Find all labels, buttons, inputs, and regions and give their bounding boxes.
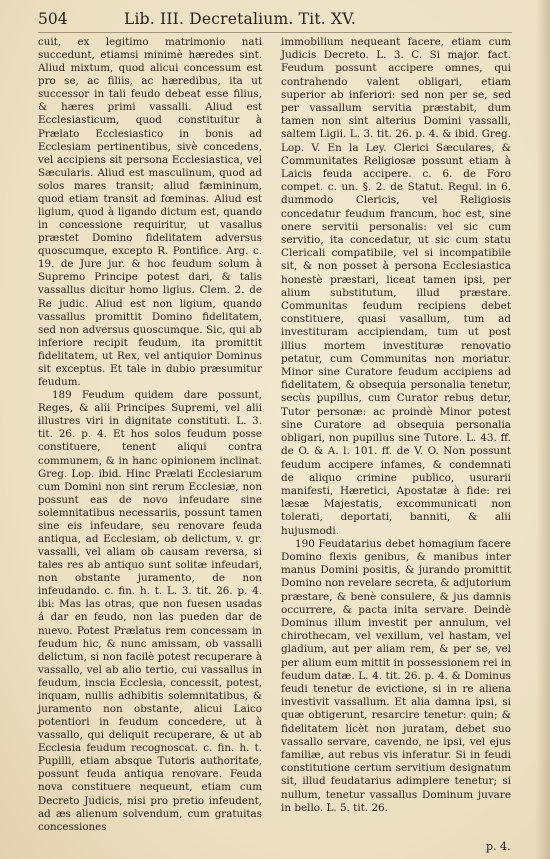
right-column — [281, 36, 511, 815]
page-header — [38, 8, 512, 30]
header-rule — [38, 32, 512, 33]
paragraph: 189 Feudum quidem dare possunt, Reges, & alii Principes Supremi, vel alii illustres viri in dignitate constituti. L. 3. tit. 26. p. 4. Et hos solos feudum posse constituere, tenent aliqui contra communem, & in hanc opinionem inclinat. Greg. Lop. ibid. Hinc Prælati Ecclesiarum cum Domini non sint rerum Ecclesiæ, non possunt eas de novo infeudare sine solemnitatibus necessariis, possunt tamen sine eis infeudare, seu renovare feuda antiqua, ad Ecclesiam, ob delictum, v. gr. vassalli, vel aliam ob causam reversa, si tales res ab antiquo sunt solitæ infeudari, non obstante juramento, de non infeudando. c. fin. h. t. L. 3. tit. 26. p. 4. ibi: Mas las otras, que non fuesen usadas á dar en feudo, non las pueden dar de nuevo. Potest Prælatus rem concessam in feudum hic, & nunc amissam, ob vassalli delictum, si non facilè potest recuperare à vassallo, vel ab alio tertio, cui vassallus in feudum, inscia Ecclesia, concessit, potest, inquam, nullis adhibitis solemnitatibus, & juramento non obstante, alicui Laico potentiori in feudum concedere, ut à vassallo, qui deliquit recuperare, & ut ab Ecclesia feudum recognoscat. c. fin. h. t. Pupilli, etiam absque Tutoris authoritate, possunt feuda antiqua renovare. Feuda nova constituere nequeunt, etiam cum Decreto Judicis, nisi pro pretio infeudent, ad æs alienum solvendum, cum gratuitas concessiones — [38, 389, 262, 833]
paragraph: immobilium nequeant facere, etiam cum Judicis Decreto. L. 3. C. Si major. fact. Feudum possunt accipere omnes, qui contrahendo valent obligari, etiam superior ab inferiori: sed non per se, sed per vassallum servitia præstabit, dum tamen non sint alterius Domini vassalli, saltem Ligii. L. 3. tit. 26. p. 4. & ibid. Greg. Lop. V. En la Ley. Clerici Sæculares, & Communitates Religiosæ possunt etiam à Laicis feuda accipere. c. 6. de Foro compet. c. un. §. 2. de Statut. Regul. in 6. dummodo Clericis, vel Religiosis concedatur feudum francum, hoc est, sine onere servitii personalis: vel sic cum servitio, ita concedatur, ut sic cum statu Clericali compatibile, vel si incompatibile sit, & non posset à persona Ecclesiastica honestè præstari, liceat tamen ipsi, per alium substitutum, illud præstare. Communitas feudum recipiens debet constituere, quasi vasallum, tum ad investituram accipiendam, tum ut post illius mortem investituræ renovatio petatur, cum Communitas non moriatur. Minor sine Curatore feudum accipiens ad fidelitatem, & obsequia personalia tenetur, secùs pupillus, cum Curator rebus detur, Tutor personæ: ac proindè Minor potest sine Curatore ad obsequia personalia obligari, non pupillus sine Tutore. L. 43. ff. de O. & A. l. 101. ff. de V. O. Non possunt feudum accipere infames, & condemnati de aliquo crimine publico, usurarii manifesti, Hæretici, Apostatæ à fide: rei læsæ Majestatis, excommunicati non tolerati, deportati, banniti, & alii hujusmodi. — [281, 36, 511, 537]
paragraph: 190 Feudatarius debet homagium facere Domino flexis genibus, & manibus inter manus Domini positis, & jurando promittit Domino non revelare secreta, & adjutorium præstare, & benè consulere, & jus damnis occurrere, & pacta inita servare. Deindè Dominus illum investit per annulum, vel chirothecam, vel vexillum, vel hastam, vel gladium, aut per aliam rem, & per se, vel per alium eum mittit in possessionem rei in feudum datæ. L. 4. tit. 26. p. 4. & Dominus feudi tenetur de evictione, si in re aliena investivit vassallum. Et alia damna ipsi, si quæ obtigerunt, resarcire tenetur: quin; & fidelitatem licèt non juratam, debet suo vassallo servare, cavendo, ne ipsi, vel ejus familiæ, aut rebus vis inferatur. Si in feudi constitutione certum servitium designatum sit, illud feudatarius adimplere tenetur; si nullum, tenetur vassallus Dominum juvare in bello. L. 5. tit. 26. — [281, 537, 511, 814]
paragraph: cuit, ex legitimo matrimonio nati succedunt, etiamsi minimè hæredes sint. Aliud mixtum, quod alicui concessum est pro se, ac filiis, ac hæredibus, ita ut successor in tali feudo debeat esse filius, & hæres primi vassalli. Aliud est Ecclesiasticum, quod constituitur à Prælato Ecclesiastico in bonis ad Ecclesiam pertinentibus, sivè concedens, vel accipiens sit persona Ecclesiastica, vel Sæcularis. Aliud est masculinum, quod ad solos mares transit; aliud fæmininum, quod etiam transit ad fœminas. Aliud est ligium, quod à ligando dictum est, quando in concessione requiritur, ut vasallus præstet Domino fidelitatem adversus quoscumque, excepto R. Pontifice. Arg. c. 19. de Jure jur. & hoc feudum solum à Supremo Principe potest dari, & talis vassallus dicitur homo ligius. Clem. 2. de Re judic. Aliud est non ligium, quando vassallus promittit Domino fidelitatem, sed non adversus quoscumque. Sic, qui ab inferiore recipit feudum, ita promittit fidelitatem, ut Rex, vel antiquior Dominus sit exceptus. Et tale in dubio præsumitur feudum. — [38, 36, 262, 389]
running-title: Lib. III. Decretalium. Tit. XV. — [124, 10, 357, 28]
page-number: 504 — [38, 10, 68, 28]
page-edge-shadow — [536, 0, 550, 859]
catchword: p. 4. — [486, 840, 511, 853]
left-column — [38, 36, 262, 834]
